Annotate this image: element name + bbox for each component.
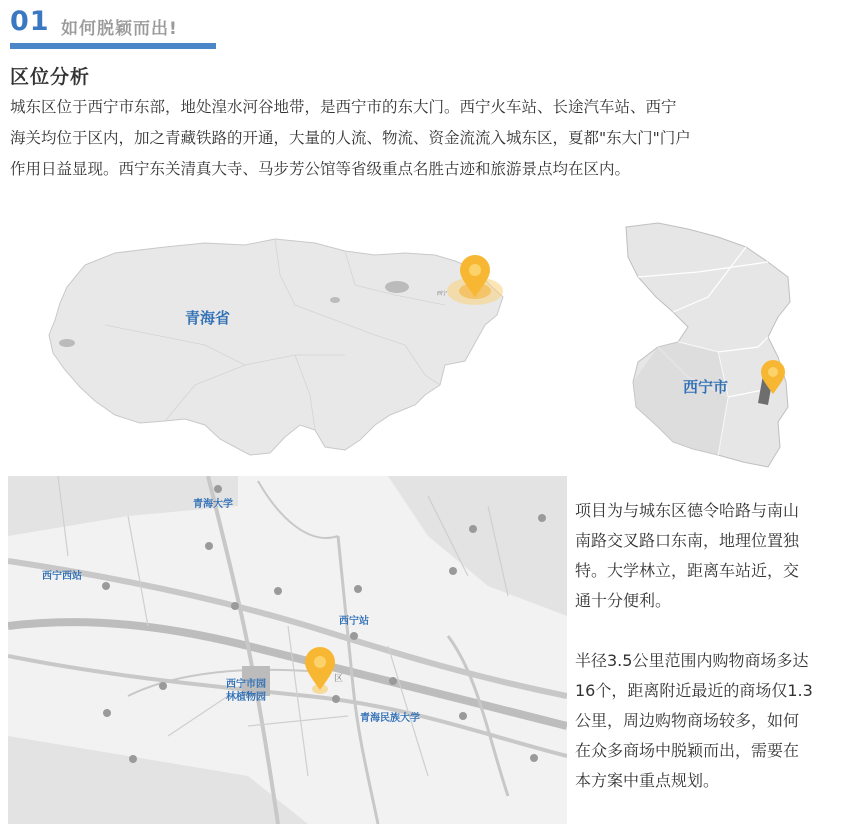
- label-park-line1: 西宁市园: [226, 679, 266, 690]
- province-shape: [49, 239, 503, 455]
- desc-line: 特。大学林立，距离车站近，交: [575, 561, 800, 580]
- section-heading: 如何脱颖而出!: [61, 19, 178, 39]
- xining-city-map: [618, 217, 798, 472]
- desc-line: 16个，距离附近最近的商场仅1.3: [575, 681, 813, 700]
- city-label: 西宁市: [683, 378, 729, 396]
- section-header: [10, 6, 216, 50]
- desc-line: 南路交叉路口东南，地理位置独: [575, 531, 800, 550]
- label-park-line2: 林植物园: [226, 692, 266, 703]
- intro-line: 城东区位于西宁市东部，地处湟水河谷地带，是西宁市的东大门。西宁火车站、长途汽车站、西宁: [10, 98, 677, 116]
- label-xining-west-station: 西宁西站: [42, 571, 82, 582]
- province-label: 青海省: [185, 309, 231, 327]
- street-map: [8, 476, 567, 824]
- desc-line: 半径3.5公里范围内购物商场多达: [575, 651, 809, 670]
- intro-line: 作用日益显现。西宁东关清真大寺、马步芳公馆等省级重点名胜古迹和旅游景点均在区内。: [10, 160, 631, 178]
- desc-line: 本方案中重点规划。: [575, 771, 720, 790]
- label-minzu-university: 青海民族大学: [360, 713, 420, 724]
- label-qinghai-university: 青海大学: [193, 499, 233, 510]
- intro-line: 海关均位于区内，加之青藏铁路的开通，大量的人流、物流、资金流流入城东区，夏都"东大门"门户: [10, 129, 691, 147]
- qinghai-province-map: [45, 225, 515, 465]
- project-description: [575, 496, 849, 796]
- xining-small-label: 西宁: [437, 291, 448, 297]
- label-xining-station: 西宁站: [339, 616, 369, 627]
- desc-line: 在众多商场中脱颖而出，需要在: [575, 741, 800, 760]
- desc-line: 通十分便利。: [575, 591, 672, 610]
- label-district: 区: [334, 674, 344, 684]
- desc-line: 项目为与城东区德令哈路与南山: [575, 501, 800, 520]
- desc-line: 公里，周边购物商场较多，如何: [575, 711, 800, 730]
- header-underline: [10, 43, 216, 49]
- intro-paragraph: [10, 92, 825, 185]
- location-analysis-title: 区位分析: [10, 66, 91, 88]
- section-number: 01: [10, 6, 50, 37]
